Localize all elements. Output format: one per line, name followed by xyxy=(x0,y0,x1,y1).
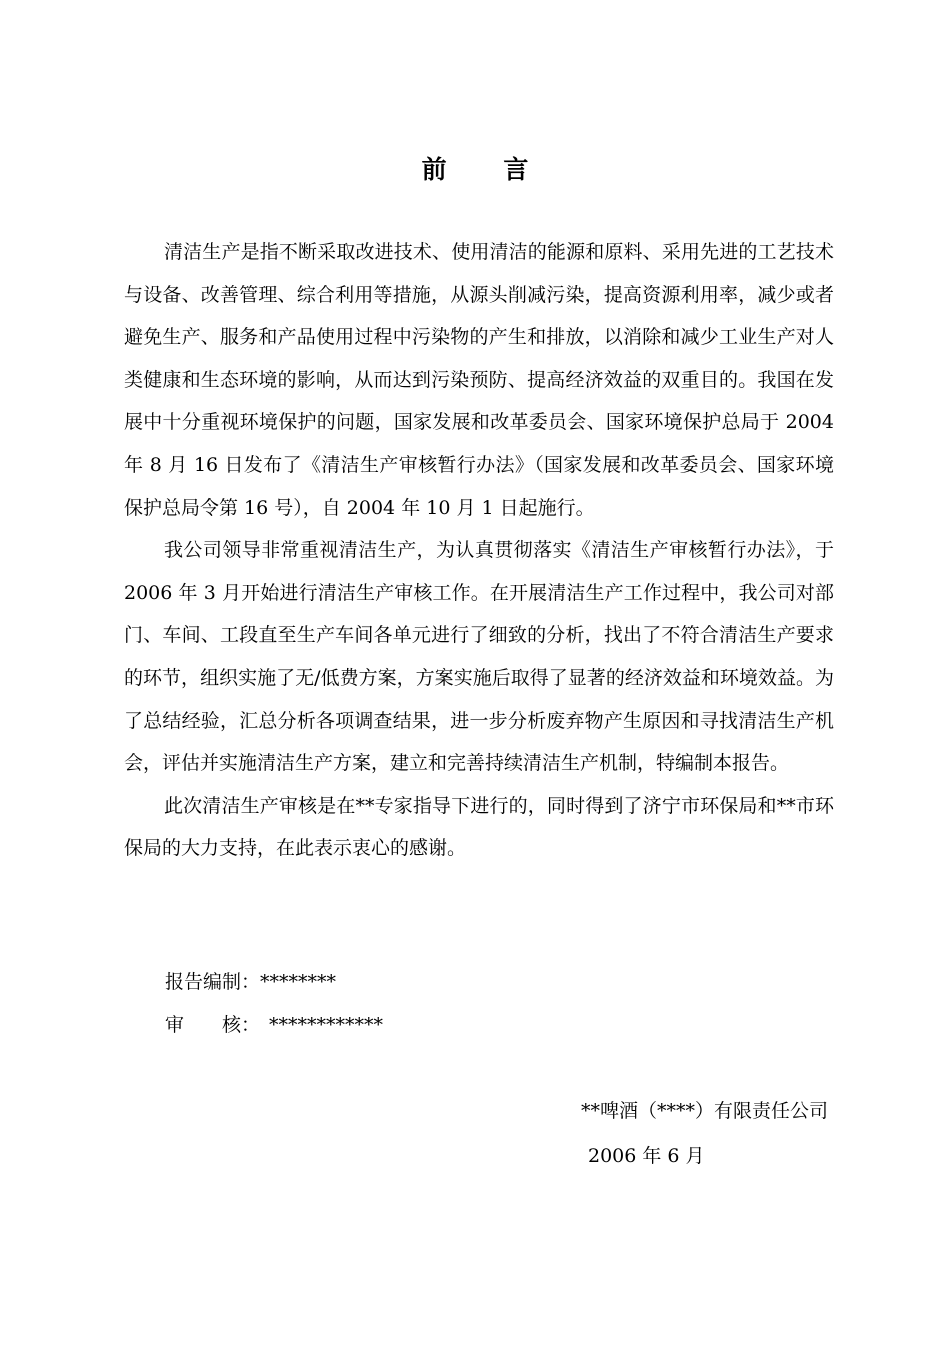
paragraph-company-audit: 我公司领导非常重视清洁生产，为认真贯彻落实《清洁生产审核暂行办法》，于 2006 年 3 月开始进行清洁生产审核工作。在开展清洁生产工作过程中，我公司对部门、车间、工段直至生产车间各单元进行了细致的分析，找出了不符合清洁生产要求的环节，组织实施了无/低费方案，方案实施后取得了显著的经济效益和环境效益。为了总结经验，汇总分析各项调查结果，进一步分析废弃物产生原因和寻找清洁生产机会，评估并实施清洁生产方案，建立和完善持续清洁生产机制，特编制本报告。 xyxy=(124,539,834,775)
auditor-row xyxy=(165,1010,383,1040)
paragraph-intro: 清洁生产是指不断采取改进技术、使用清洁的能源和原料、采用先进的工艺技术与设备、改善管理、综合利用等措施，从源头削减污染，提高资源利用率，减少或者避免生产、服务和产品使用过程中污染物的产生和排放，以消除和减少工业生产对人类健康和生态环境的影响，从而达到污染预防、提高经济效益的双重目的。我国在发展中十分重视环境保护的问题，国家发展和改革委员会、国家环境保护总局于 2004 年 8 月 16 日发布了《清洁生产审核暂行办法》（国家发展和改革委员会、国家环境保护总局令第 16 号），自 2004 年 10 月 1 日起施行。 xyxy=(124,241,834,519)
paragraph-acknowledgement: 此次清洁生产审核是在**专家指导下进行的，同时得到了济宁市环保局和**市环保局的大力支持，在此表示衷心的感谢。 xyxy=(124,794,834,860)
compiler-row xyxy=(165,967,336,997)
auditor-label: 审 核： xyxy=(165,1014,261,1036)
document-title: 前 言 xyxy=(421,155,553,184)
auditor-value: ************ xyxy=(269,1014,383,1036)
company-signature: **啤酒（****）有限责任公司 xyxy=(580,1100,828,1122)
compiler-label: 报告编制： xyxy=(165,971,261,993)
document-date: 2006 年 6 月 xyxy=(588,1145,705,1167)
compiler-value: ******** xyxy=(260,971,337,993)
document-body xyxy=(124,231,834,870)
